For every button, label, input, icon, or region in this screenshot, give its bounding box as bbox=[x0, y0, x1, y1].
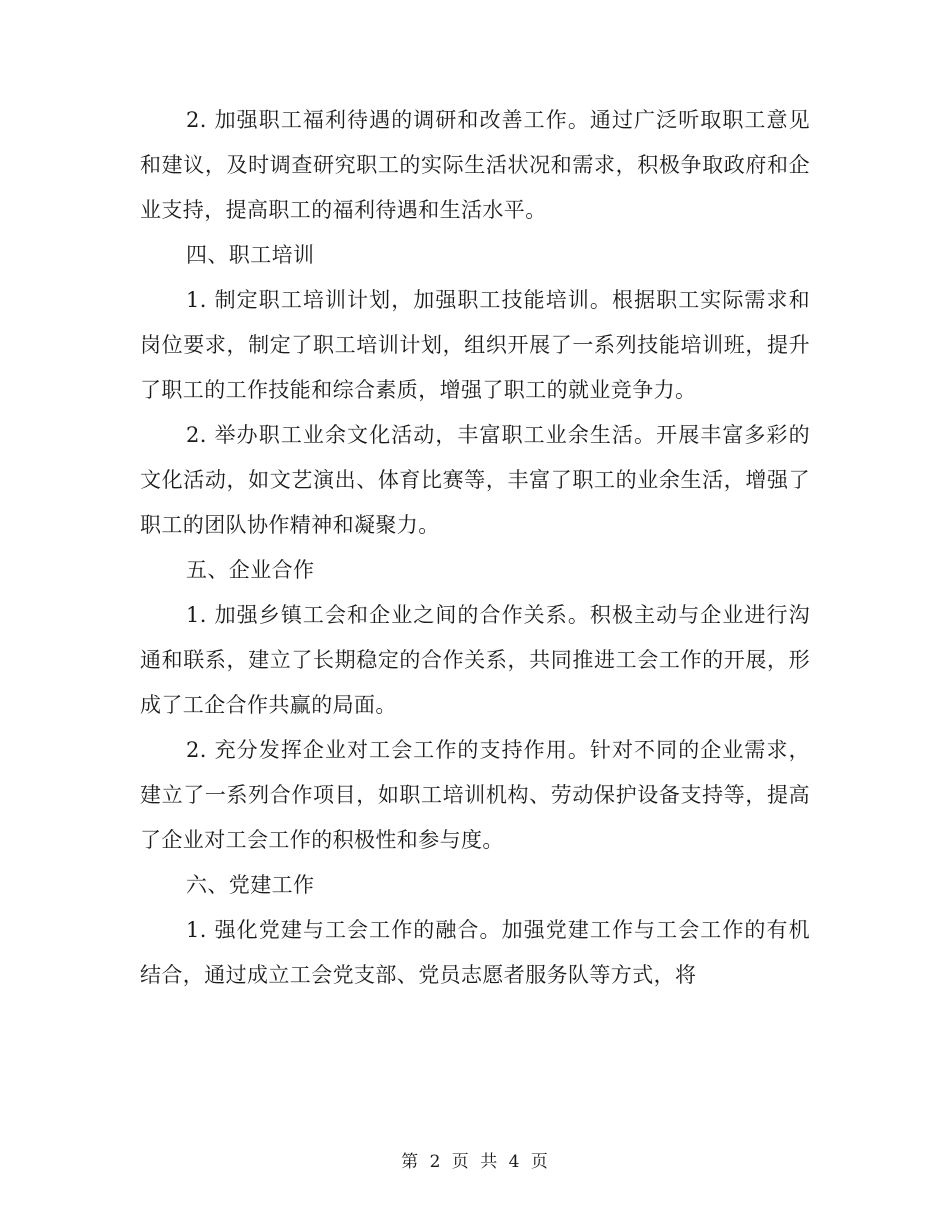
section-heading-staff-training: 四、职工培训 bbox=[186, 243, 315, 267]
paragraph-cultural-activities: 2. 举办职工业余文化活动，丰富职工业余生活。开展丰富多彩的文化活动，如文艺演出、体育比赛等，丰富了职工的业余生活，增强了职工的团队协作精神和凝聚力。 bbox=[140, 423, 810, 537]
page-number-footer: 第 2 页 共 4 页 bbox=[401, 1152, 549, 1172]
section-heading-enterprise-cooperation: 五、企业合作 bbox=[186, 558, 315, 582]
section-heading-party-building: 六、党建工作 bbox=[186, 873, 315, 897]
paragraph-party-union-integration: 1. 强化党建与工会工作的融合。加强党建工作与工会工作的有机结合，通过成立工会党支部、党员志愿者服务队等方式，将 bbox=[140, 918, 810, 987]
document-body bbox=[140, 98, 810, 998]
paragraph-training-plan: 1. 制定职工培训计划，加强职工技能培训。根据职工实际需求和岗位要求，制定了职工培训计划，组织开展了一系列技能培训班，提升了职工的工作技能和综合素质，增强了职工的就业竞争力。 bbox=[140, 288, 810, 402]
paragraph-welfare-research: 2. 加强职工福利待遇的调研和改善工作。通过广泛听取职工意见和建议，及时调查研究职工的实际生活状况和需求，积极争取政府和企业支持，提高职工的福利待遇和生活水平。 bbox=[140, 108, 810, 222]
paragraph-cooperation-relationship: 1. 加强乡镇工会和企业之间的合作关系。积极主动与企业进行沟通和联系，建立了长期稳定的合作关系，共同推进工会工作的开展，形成了工企合作共赢的局面。 bbox=[140, 603, 810, 717]
paragraph-enterprise-support: 2. 充分发挥企业对工会工作的支持作用。针对不同的企业需求，建立了一系列合作项目，如职工培训机构、劳动保护设备支持等，提高了企业对工会工作的积极性和参与度。 bbox=[140, 738, 810, 852]
